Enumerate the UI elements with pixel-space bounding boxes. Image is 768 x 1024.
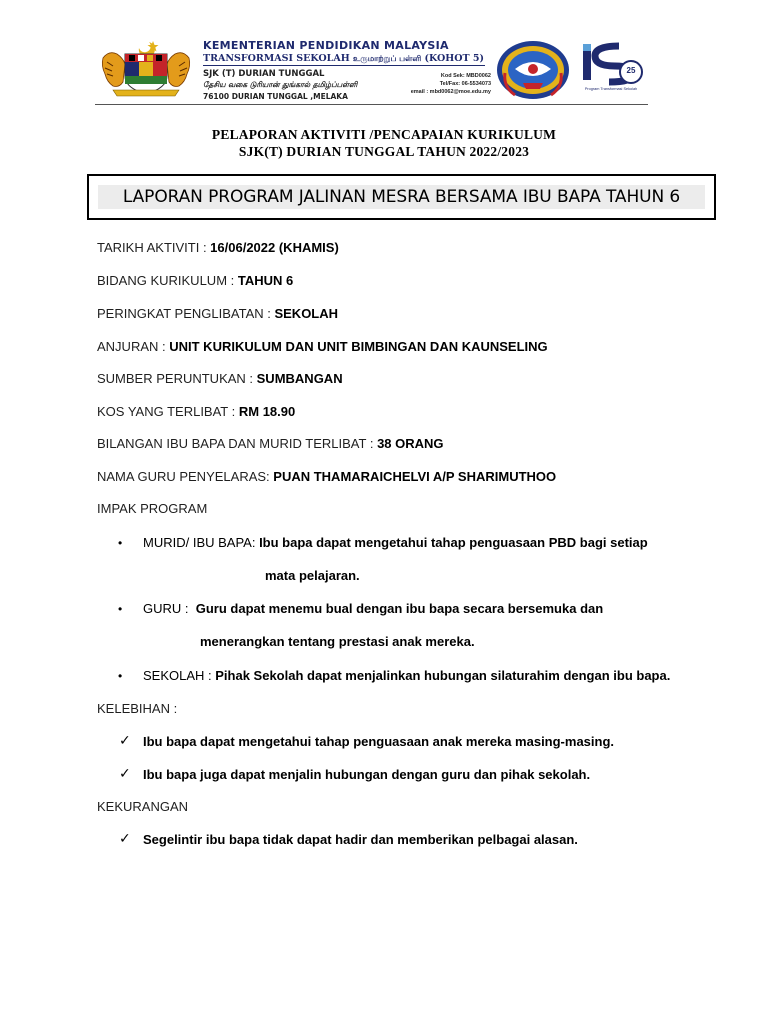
school-tel: Tel/Fax: 06-5534073 (439, 81, 491, 87)
header-rule (95, 104, 648, 105)
field-label: PERINGKAT PENGLIBATAN : (97, 306, 275, 321)
kekurangan-heading-text: KEKURANGAN (97, 799, 189, 814)
field-label: ANJURAN : (97, 339, 170, 354)
ministry-name: KEMENTERIAN PENDIDIKAN MALAYSIA (203, 39, 449, 52)
ts25-logo (579, 40, 643, 96)
report-heading (0, 126, 768, 160)
field-bilangan (97, 436, 444, 451)
impak-item-murid (143, 535, 648, 550)
field-tarikh (97, 240, 339, 255)
impak-item-text: Guru dapat menemu bual dengan ibu bapa secara bersemuka dan (195, 601, 604, 616)
transformation-label: TRANSFORMASI SEKOLAH (203, 53, 350, 64)
field-anjuran (97, 339, 548, 354)
report-heading-line1: PELAPORAN AKTIVITI /PENCAPAIAN KURIKULUM (211, 127, 557, 142)
field-label: TARIKH AKTIVITI : (97, 240, 211, 255)
field-guru-penyelaras (97, 469, 556, 484)
coat-of-arms-icon (95, 38, 197, 100)
checkmark-icon: ✓ (119, 765, 131, 781)
field-value: SEKOLAH (274, 306, 339, 321)
field-label: NAMA GURU PENYELARAS: (97, 469, 274, 484)
kelebihan-heading-text: KELEBIHAN : (97, 701, 178, 716)
report-heading-line2: SJK(T) DURIAN TUNGGAL TAHUN 2022/2023 (238, 144, 530, 159)
impak-item-guru-cont (200, 634, 475, 649)
kelebihan-item (143, 767, 590, 782)
impak-item-guru (143, 601, 603, 616)
impak-heading (97, 501, 207, 516)
field-label: SUMBER PERUNTUKAN : (97, 371, 257, 386)
impak-item-text: Pihak Sekolah dapat menjalinkan hubungan silaturahim dengan ibu bapa. (215, 668, 671, 683)
kekurangan-heading (97, 799, 188, 814)
field-label: BILANGAN IBU BAPA DAN MURID TERLIBAT : (97, 436, 378, 451)
kelebihan-heading (97, 701, 177, 716)
field-value: UNIT KURIKULUM DAN UNIT BIMBINGAN DAN KAUNSELING (169, 339, 548, 354)
school-badge-icon (495, 39, 571, 101)
school-address: 76100 DURIAN TUNGGAL ,MELAKA (203, 92, 348, 101)
field-kos (97, 404, 295, 419)
letterhead (95, 36, 648, 106)
field-sumber (97, 371, 343, 386)
impak-item-text: Ibu bapa dapat mengetahui tahap penguasaan PBD bagi setiap (259, 535, 648, 550)
bullet-icon: • (118, 669, 123, 683)
school-name: SJK (T) DURIAN TUNGGAL (203, 69, 325, 79)
letterhead-divider (203, 65, 485, 66)
school-code: Kod Sek: MBD0062 (440, 73, 491, 79)
bullet-icon: • (118, 602, 123, 616)
ts25-number: 25 (626, 66, 636, 75)
field-value: 16/06/2022 (KHAMIS) (210, 240, 339, 255)
checkmark-icon: ✓ (119, 830, 131, 846)
kelebihan-item-text: Ibu bapa juga dapat menjalin hubungan dengan guru dan pihak sekolah. (143, 767, 591, 782)
impak-item-text: mata pelajaran. (265, 568, 360, 583)
transformation-line (203, 53, 493, 64)
field-label: BIDANG KURIKULUM : (97, 273, 238, 288)
ts25-icon (579, 40, 643, 86)
impak-item-text: menerangkan tentang prestasi anak mereka. (200, 634, 475, 649)
kelebihan-item-text: Ibu bapa dapat mengetahui tahap penguasaan anak mereka masing-masing. (143, 734, 615, 749)
report-title: LAPORAN PROGRAM JALINAN MESRA BERSAMA IBU BAPA TAHUN 6 (98, 185, 705, 209)
checkmark-icon: ✓ (119, 732, 131, 748)
school-contact (395, 72, 491, 96)
kohort-label: (KOHOT 5) (424, 53, 485, 64)
bullet-icon: • (118, 536, 123, 550)
field-bidang (97, 273, 293, 288)
impak-item-label: SEKOLAH : (143, 668, 216, 683)
impak-item-label: MURID/ IBU BAPA: (143, 535, 260, 550)
school-email: email : mbd0062@moe.edu.my (410, 89, 491, 95)
kelebihan-item (143, 734, 614, 749)
field-value: 38 ORANG (377, 436, 444, 451)
transformation-tamil: உருமாற்றுப் பள்ளி (353, 54, 422, 63)
field-value: RM 18.90 (238, 404, 296, 419)
field-value: TAHUN 6 (237, 273, 294, 288)
kekurangan-item (143, 832, 578, 847)
field-label: KOS YANG TERLIBAT : (97, 404, 239, 419)
report-title-box (87, 174, 716, 220)
field-value: PUAN THAMARAICHELVI A/P SHARIMUTHOO (273, 469, 557, 484)
ts25-label: Program Transformasi Sekolah (584, 87, 638, 91)
impak-item-label: GURU : (143, 601, 196, 616)
impak-heading-text: IMPAK PROGRAM (97, 501, 208, 516)
field-value: SUMBANGAN (256, 371, 343, 386)
impak-item-sekolah (143, 668, 670, 683)
field-peringkat (97, 306, 338, 321)
school-name-tamil: தேசிய வகை டுரியான் துங்கால் தமிழ்ப்பள்ளி (203, 80, 358, 89)
impak-item-murid-cont (265, 568, 360, 583)
kekurangan-item-text: Segelintir ibu bapa tidak dapat hadir dan memberikan pelbagai alasan. (143, 832, 578, 847)
